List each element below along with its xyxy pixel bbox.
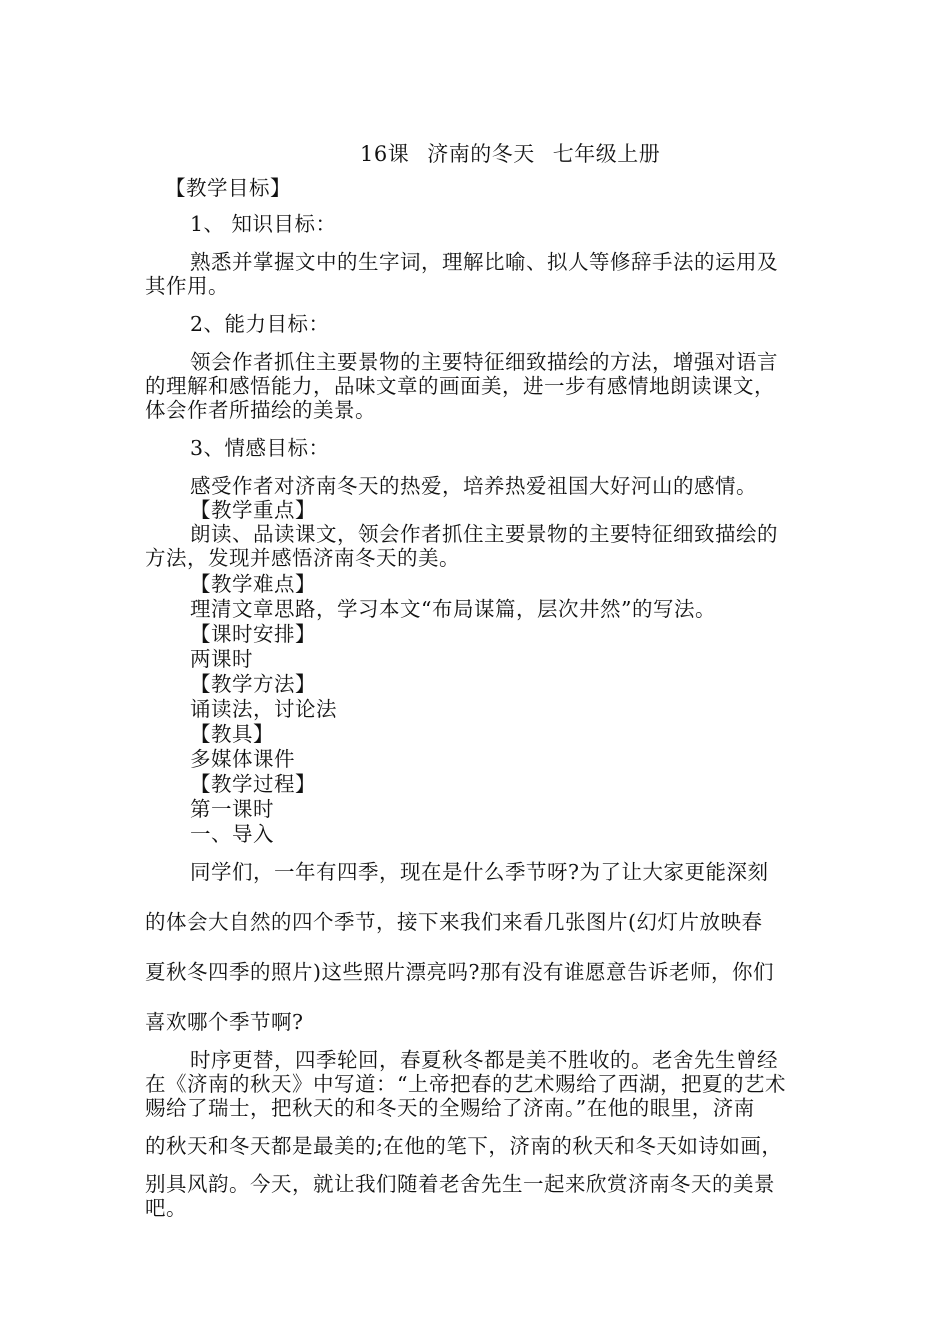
ability-objective-line: 体会作者所描绘的美景。: [145, 398, 376, 422]
section-intro-label: 一、导入: [190, 822, 274, 846]
grade-label: 七年级上册: [552, 142, 661, 166]
lesson-number: 16课: [360, 142, 410, 166]
objectives-heading: 【教学目标】: [165, 176, 291, 200]
emotion-objective-text: 感受作者对济南冬天的热爱，培养热爱祖国大好河山的感情。: [190, 474, 757, 498]
process-heading: 【教学过程】: [190, 772, 316, 796]
ability-objective-line: 领会作者抓住主要景物的主要特征细致描绘的方法，增强对语言: [190, 350, 778, 374]
tools-text: 多媒体课件: [190, 747, 295, 771]
intro-paragraph-line: 喜欢哪个季节啊?: [145, 1010, 304, 1034]
key-points-line: 方法，发现并感悟济南冬天的美。: [145, 546, 460, 570]
key-points-heading: 【教学重点】: [190, 498, 316, 522]
lesson-name: 济南的冬天: [427, 142, 535, 166]
difficulties-text: 理清文章思路，学习本文“布局谋篇，层次井然”的写法。: [190, 597, 716, 621]
context-paragraph-line: 的秋天和冬天都是最美的;在他的笔下，济南的秋天和冬天如诗如画，: [145, 1134, 783, 1158]
intro-paragraph-line: 的体会大自然的四个季节，接下来我们来看几张图片(幻灯片放映春: [145, 910, 763, 934]
lesson-one-label: 第一课时: [190, 797, 274, 821]
knowledge-objective-label: 1、 知识目标：: [190, 212, 337, 236]
knowledge-objective-line: 熟悉并掌握文中的生字词，理解比喻、拟人等修辞手法的运用及: [190, 250, 778, 274]
intro-paragraph-line: 同学们，一年有四季，现在是什么季节呀?为了让大家更能深刻: [190, 860, 769, 884]
tools-heading: 【教具】: [190, 722, 274, 746]
emotion-objective-label: 3、情感目标：: [190, 436, 330, 460]
schedule-heading: 【课时安排】: [190, 622, 316, 646]
key-points-line: 朗读、品读课文，领会作者抓住主要景物的主要特征细致描绘的: [190, 522, 778, 546]
context-paragraph-line: 吧。: [145, 1196, 187, 1220]
difficulties-heading: 【教学难点】: [190, 572, 316, 596]
methods-heading: 【教学方法】: [190, 672, 316, 696]
context-paragraph-line: 在《济南的秋天》中写道：“上帝把春的艺术赐给了西湖，把夏的艺术: [145, 1072, 786, 1096]
context-paragraph-line: 赐给了瑞士，把秋天的和冬天的全赐给了济南。”在他的眼里，济南: [145, 1096, 755, 1120]
intro-paragraph-line: 夏秋冬四季的照片)这些照片漂亮吗?那有没有谁愿意告诉老师，你们: [145, 960, 774, 984]
methods-text: 诵读法，讨论法: [190, 697, 337, 721]
schedule-text: 两课时: [190, 647, 253, 671]
ability-objective-label: 2、能力目标：: [190, 312, 330, 336]
page-title: [360, 138, 660, 168]
ability-objective-line: 的理解和感悟能力，品味文章的画面美，进一步有感情地朗读课文，: [145, 374, 775, 398]
context-paragraph-line: 时序更替，四季轮回，春夏秋冬都是美不胜收的。老舍先生曾经: [190, 1048, 778, 1072]
knowledge-objective-line: 其作用。: [145, 274, 229, 298]
context-paragraph-line: 别具风韵。今天，就让我们随着老舍先生一起来欣赏济南冬天的美景: [145, 1172, 775, 1196]
